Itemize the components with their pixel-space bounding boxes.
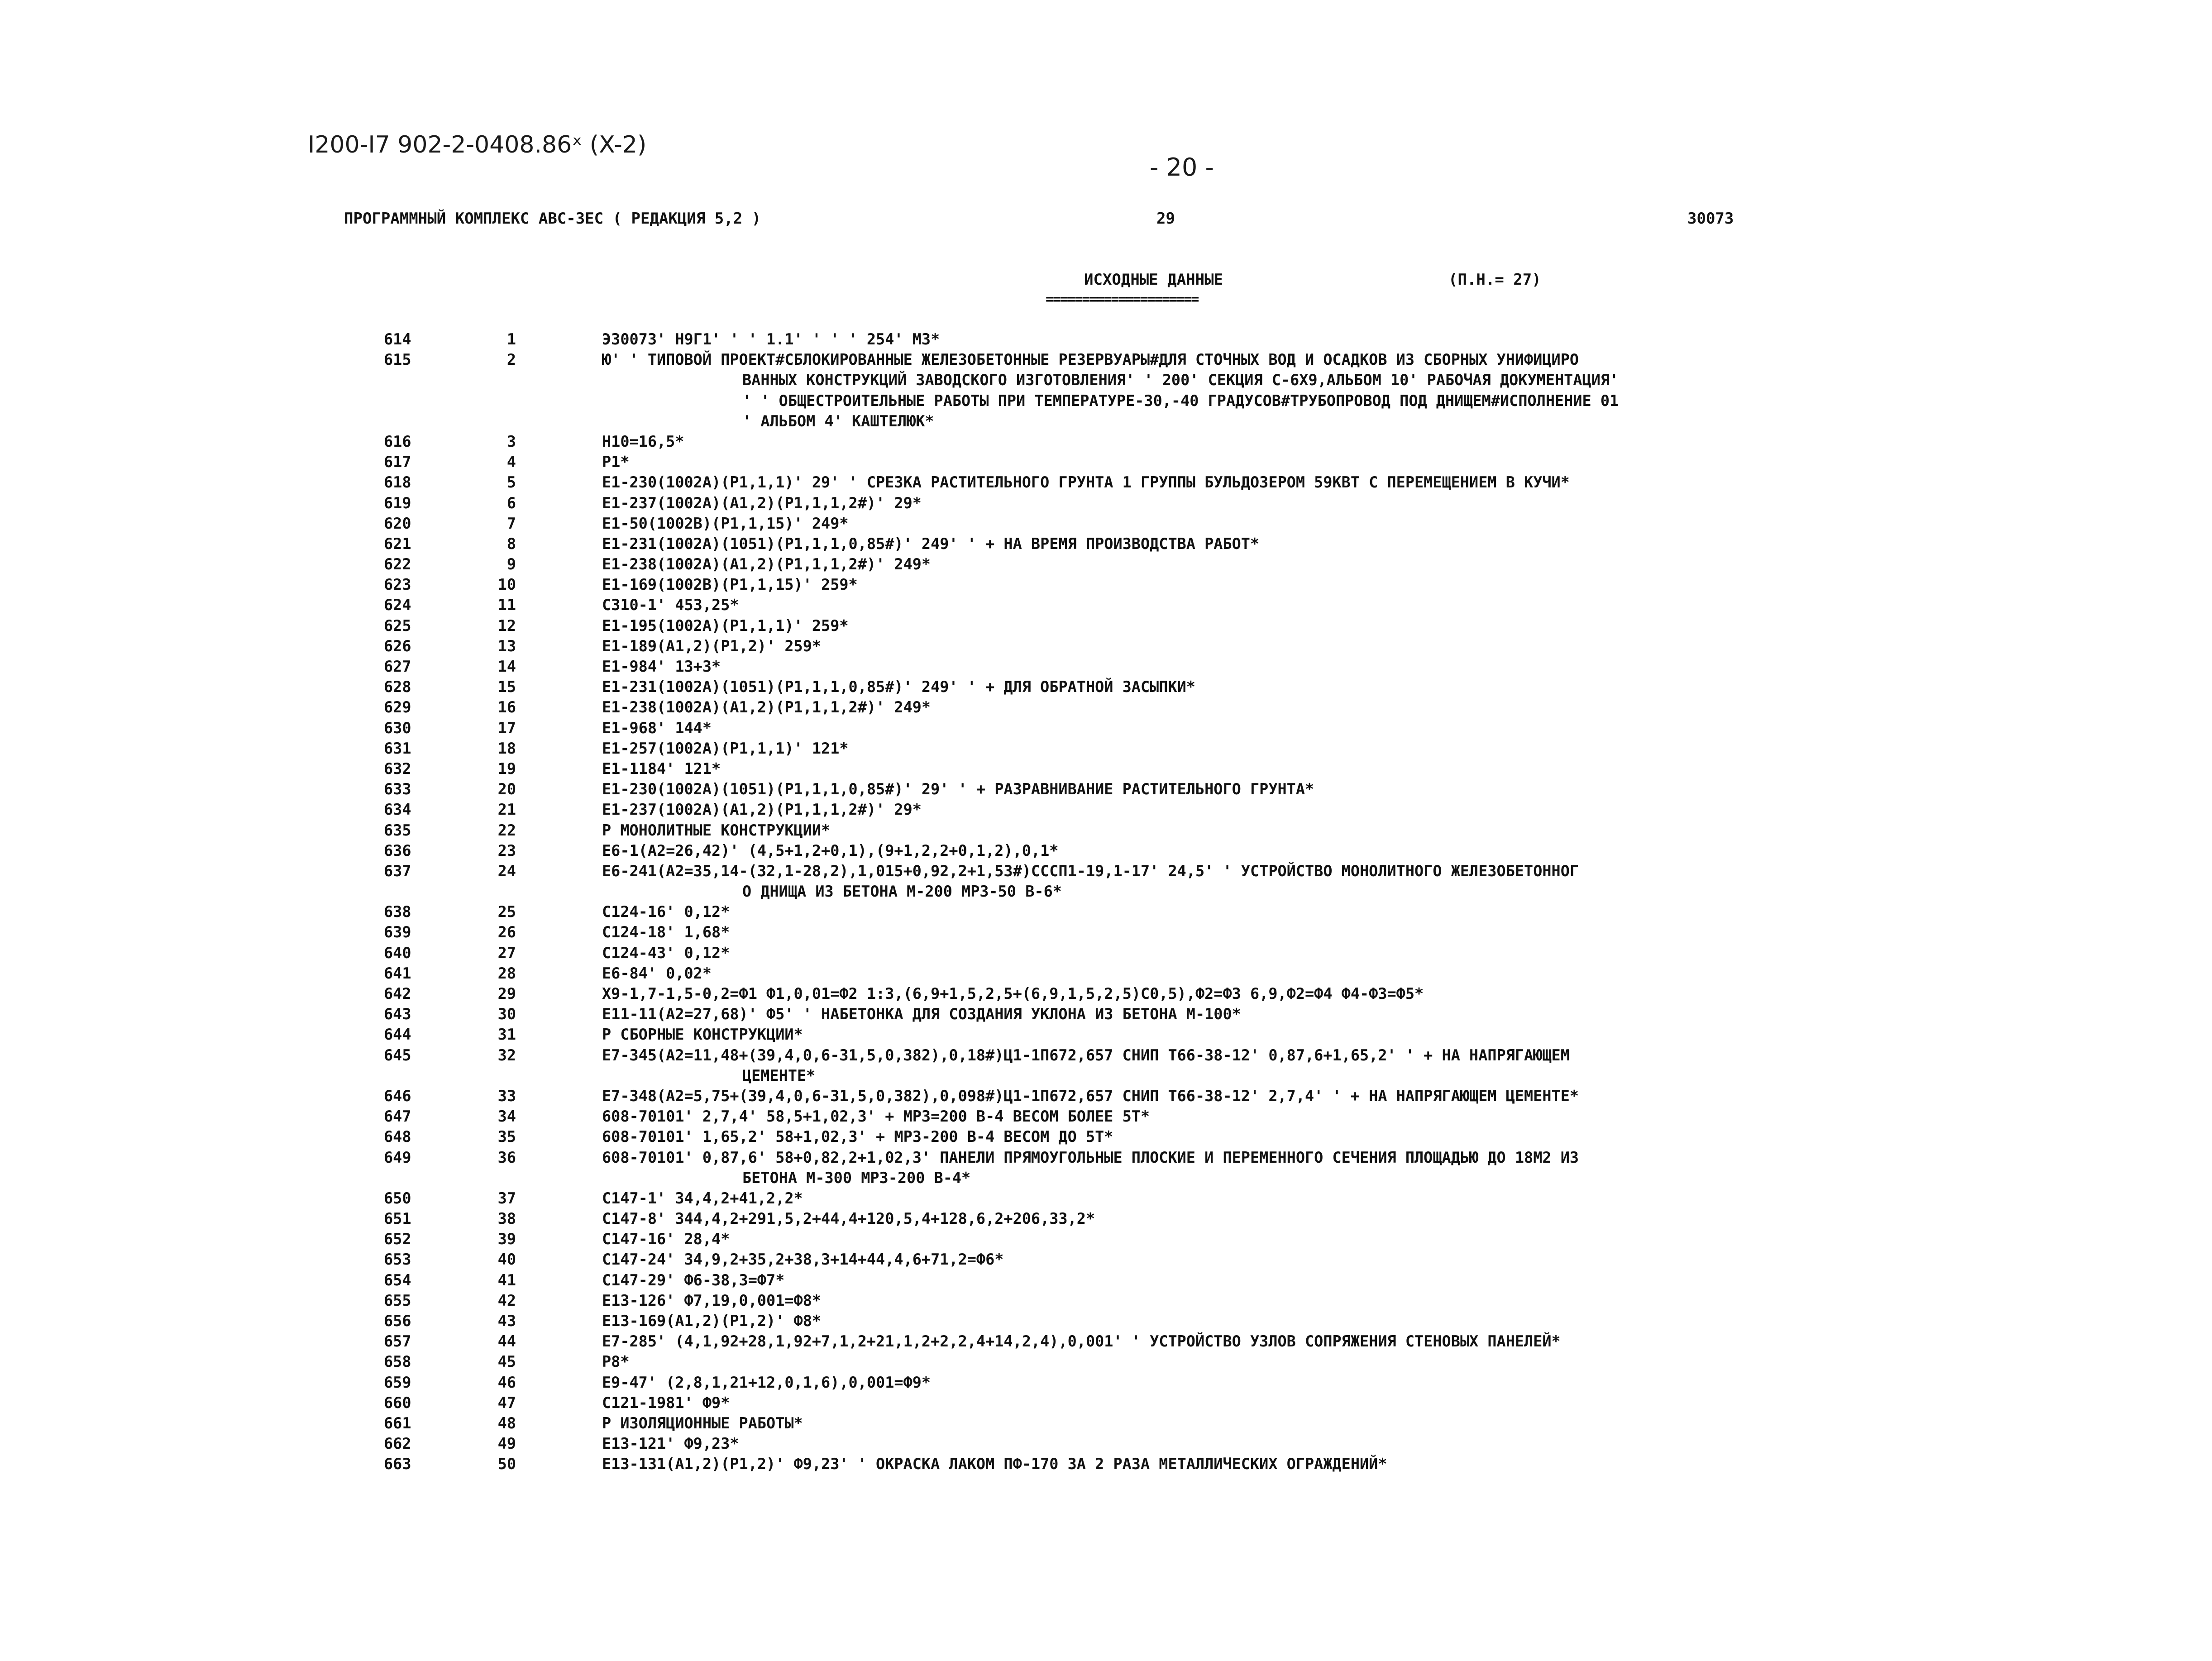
row-text: Е13-121' Ф9,23* bbox=[602, 1435, 739, 1453]
listing-row bbox=[0, 963, 2212, 983]
row-index: 13 bbox=[497, 637, 516, 655]
row-number: 637 bbox=[384, 862, 411, 880]
listing-row bbox=[0, 595, 2212, 615]
row-number: 649 bbox=[384, 1148, 411, 1166]
row-index: 21 bbox=[497, 801, 516, 819]
row-index: 50 bbox=[497, 1455, 516, 1473]
row-number: 626 bbox=[384, 637, 411, 655]
row-text: Х9-1,7-1,5-0,2=Ф1 Ф1,0,01=Ф2 1:3,(6,9+1,5,2,5+(6,9,1,5,2,5)С0,5),Ф2=Ф3 6,9,Ф2=Ф4 Ф4-Ф3=Ф5* bbox=[602, 985, 1424, 1002]
listing-row bbox=[0, 329, 2212, 349]
row-text: С147-16' 28,4* bbox=[602, 1230, 730, 1248]
row-continuation-text: БЕТОНА М-300 МРЗ-200 В-4* bbox=[742, 1169, 971, 1187]
row-number: 652 bbox=[384, 1230, 411, 1248]
row-text: Е13-169(А1,2)(Р1,2)' Ф8* bbox=[602, 1312, 822, 1330]
row-text: Р МОНОЛИТНЫЕ КОНСТРУКЦИИ* bbox=[602, 821, 831, 839]
row-text: С147-8' 344,4,2+291,5,2+44,4+120,5,4+128,6,2+206,33,2* bbox=[602, 1210, 1095, 1228]
listing-row bbox=[0, 1045, 2212, 1065]
row-text: С124-18' 1,68* bbox=[602, 923, 730, 941]
row-index: 42 bbox=[497, 1291, 516, 1309]
row-index: 40 bbox=[497, 1251, 516, 1269]
listing-row bbox=[0, 1393, 2212, 1413]
row-text: С121-1981' Ф9* bbox=[602, 1394, 730, 1412]
row-number: 656 bbox=[384, 1312, 411, 1330]
listing-row bbox=[0, 820, 2212, 840]
listing-row bbox=[0, 349, 2212, 370]
listing-row bbox=[0, 534, 2212, 554]
row-text: Е1-169(1002В)(Р1,1,15)' 259* bbox=[602, 576, 858, 594]
row-index: 7 bbox=[506, 514, 516, 532]
header-number: 30073 bbox=[1687, 210, 1734, 228]
row-index: 16 bbox=[497, 698, 516, 716]
listing-row bbox=[0, 656, 2212, 677]
row-number: 650 bbox=[384, 1189, 411, 1207]
listing-row bbox=[0, 1311, 2212, 1331]
row-text: С147-24' 34,9,2+35,2+38,3+14+44,4,6+71,2=Ф6* bbox=[602, 1251, 1004, 1269]
row-continuation-text: ЦЕМЕНТЕ* bbox=[742, 1066, 816, 1084]
row-text: Р1* bbox=[602, 453, 630, 471]
row-continuation-text: ' ' ОБЩЕСТРОИТЕЛЬНЫЕ РАБОТЫ ПРИ ТЕМПЕРАТУРЕ-30,-40 ГРАДУСОВ#ТРУБОПРОВОД ПОД ДНИЩЕМ#ИСПОЛНЕНИЕ 01 bbox=[742, 391, 1619, 410]
row-number: 642 bbox=[384, 985, 411, 1002]
row-text: Е1-237(1002А)(А1,2)(Р1,1,1,2#)' 29* bbox=[602, 801, 922, 819]
row-index: 19 bbox=[497, 759, 516, 778]
row-number: 624 bbox=[384, 596, 411, 614]
row-index: 17 bbox=[497, 719, 516, 737]
row-index: 3 bbox=[506, 432, 516, 450]
row-number: 651 bbox=[384, 1210, 411, 1228]
row-number: 620 bbox=[384, 514, 411, 532]
row-text: Е7-348(А2=5,75+(39,4,0,6-31,5,0,382),0,098#)Ц1-1П672,657 СНИП Т66-38-12' 2,7,4' ' + НА НАПРЯГАЮЩЕМ ЦЕМЕНТЕ* bbox=[602, 1087, 1579, 1105]
row-text: Е6-241(А2=35,14-(32,1-28,2),1,015+0,92,2+1,53#)СССП1-19,1-17' 24,5' ' УСТРОЙСТВО МОНОЛИТНОГО ЖЕЛЕЗОБЕТОННОГ bbox=[602, 862, 1579, 880]
row-index: 36 bbox=[497, 1148, 516, 1166]
row-text: Е1-231(1002А)(1051)(Р1,1,1,0,85#)' 249' ' + ДЛЯ ОБРАТНОЙ ЗАСЫПКИ* bbox=[602, 678, 1195, 696]
listing-row bbox=[0, 616, 2212, 636]
listing-row bbox=[0, 1433, 2212, 1454]
listing-row bbox=[0, 1147, 2212, 1168]
row-number: 636 bbox=[384, 841, 411, 859]
row-text: Е1-231(1002А)(1051)(Р1,1,1,0,85#)' 249' ' + НА ВРЕМЯ ПРОИЗВОДСТВА РАБОТ* bbox=[602, 535, 1260, 553]
row-index: 47 bbox=[497, 1394, 516, 1412]
program-header: ПРОГРАММНЫЙ КОМПЛЕКС АВС-3ЕС ( РЕДАКЦИЯ 5,2 ) bbox=[344, 210, 761, 228]
listing-row bbox=[0, 1331, 2212, 1351]
listing-row bbox=[0, 983, 2212, 1004]
row-number: 646 bbox=[384, 1087, 411, 1105]
row-index: 4 bbox=[506, 453, 516, 471]
row-text: Е1-257(1002А)(Р1,1,1)' 121* bbox=[602, 739, 849, 757]
row-text: Е7-285' (4,1,92+28,1,92+7,1,2+21,1,2+2,2,4+14,2,4),0,001' ' УСТРОЙСТВО УЗЛОВ СОПРЯЖЕНИЯ СТЕНОВЫХ ПАНЕЛЕЙ* bbox=[602, 1332, 1561, 1351]
row-index: 29 bbox=[497, 985, 516, 1002]
listing-row bbox=[0, 1290, 2212, 1311]
row-number: 655 bbox=[384, 1291, 411, 1309]
row-text: Е1-195(1002А)(Р1,1,1)' 259* bbox=[602, 616, 849, 635]
row-index: 32 bbox=[497, 1046, 516, 1064]
row-text: С124-43' 0,12* bbox=[602, 944, 730, 962]
row-continuation-text: О ДНИЩА ИЗ БЕТОНА М-200 МРЗ-50 В-6* bbox=[742, 883, 1062, 901]
listing-row bbox=[0, 513, 2212, 534]
page-number: - 20 - bbox=[1150, 153, 1214, 181]
row-number: 645 bbox=[384, 1046, 411, 1064]
row-index: 35 bbox=[497, 1128, 516, 1146]
listing-row bbox=[0, 636, 2212, 656]
listing-row bbox=[0, 574, 2212, 595]
row-index: 41 bbox=[497, 1271, 516, 1289]
listing-row bbox=[0, 861, 2212, 881]
listing-row bbox=[0, 881, 2212, 902]
row-text: Е13-126' Ф7,19,0,001=Ф8* bbox=[602, 1291, 822, 1309]
row-index: 48 bbox=[497, 1414, 516, 1432]
listing-row bbox=[0, 677, 2212, 697]
row-number: 627 bbox=[384, 658, 411, 675]
listing-row bbox=[0, 1024, 2212, 1045]
row-number: 634 bbox=[384, 801, 411, 819]
row-index: 2 bbox=[506, 351, 516, 369]
row-text: Р8* bbox=[602, 1353, 630, 1371]
row-number: 653 bbox=[384, 1251, 411, 1269]
listing-row bbox=[0, 493, 2212, 513]
document-stamp: I200-I7 902-2-0408.86ˣ (X-2) bbox=[308, 131, 647, 158]
listing-row bbox=[0, 1208, 2212, 1229]
listing-row bbox=[0, 411, 2212, 431]
row-index: 26 bbox=[497, 923, 516, 941]
listing-row bbox=[0, 840, 2212, 861]
row-number: 644 bbox=[384, 1026, 411, 1044]
row-index: 34 bbox=[497, 1107, 516, 1126]
row-number: 662 bbox=[384, 1435, 411, 1453]
row-text: Е1-230(1002А)(1051)(Р1,1,1,0,85#)' 29' ' + РАЗРАВНИВАНИЕ РАСТИТЕЛЬНОГО ГРУНТА* bbox=[602, 780, 1314, 798]
row-index: 24 bbox=[497, 862, 516, 880]
row-number: 663 bbox=[384, 1455, 411, 1473]
row-text: Е1-238(1002А)(А1,2)(Р1,1,1,2#)' 249* bbox=[602, 698, 931, 716]
row-number: 618 bbox=[384, 473, 411, 492]
row-text: Е1-1184' 121* bbox=[602, 759, 721, 778]
row-index: 1 bbox=[506, 330, 516, 348]
row-text: Е13-131(А1,2)(Р1,2)' Ф9,23' ' ОКРАСКА ЛАКОМ ПФ-170 ЗА 2 РАЗА МЕТАЛЛИЧЕСКИХ ОГРАЖДЕНИЙ* bbox=[602, 1455, 1387, 1473]
row-number: 629 bbox=[384, 698, 411, 716]
listing-row bbox=[0, 554, 2212, 574]
row-index: 45 bbox=[497, 1353, 516, 1371]
row-text: Е7-345(А2=11,48+(39,4,0,6-31,5,0,382),0,18#)Ц1-1П672,657 СНИП Т66-38-12' 0,87,6+1,65,2' ' + НА НАПРЯГАЮЩЕМ bbox=[602, 1046, 1570, 1064]
row-index: 49 bbox=[497, 1435, 516, 1453]
row-number: 632 bbox=[384, 759, 411, 778]
row-index: 44 bbox=[497, 1332, 516, 1351]
row-text: Е11-11(А2=27,68)' Ф5' ' НАБЕТОНКА ДЛЯ СОЗДАНИЯ УКЛОНА ИЗ БЕТОНА М-100* bbox=[602, 1005, 1241, 1023]
listing-row bbox=[0, 902, 2212, 922]
listing-row bbox=[0, 738, 2212, 759]
row-number: 614 bbox=[384, 330, 411, 348]
row-text: Е1-230(1002А)(Р1,1,1)' 29' ' СРЕЗКА РАСТИТЕЛЬНОГО ГРУНТА 1 ГРУППЫ БУЛЬДОЗЕРОМ 59КВТ С ПЕРЕМЕЩЕНИЕМ В КУЧИ* bbox=[602, 473, 1570, 492]
row-number: 635 bbox=[384, 821, 411, 839]
section-title: ИСХОДНЫЕ ДАННЫЕ bbox=[1084, 271, 1223, 289]
row-text: 608-70101' 2,7,4' 58,5+1,02,3' + МРЗ=200 В-4 ВЕСОМ БОЛЕЕ 5Т* bbox=[602, 1107, 1150, 1126]
row-index: 28 bbox=[497, 964, 516, 982]
listing-row bbox=[0, 799, 2212, 820]
listing-row bbox=[0, 1106, 2212, 1126]
row-text: Е1-984' 13+3* bbox=[602, 658, 721, 675]
listing-row bbox=[0, 1126, 2212, 1147]
row-number: 617 bbox=[384, 453, 411, 471]
row-text: Е6-1(А2=26,42)' (4,5+1,2+0,1),(9+1,2,2+0,1,2),0,1* bbox=[602, 841, 1059, 859]
listing-row bbox=[0, 1351, 2212, 1372]
row-number: 641 bbox=[384, 964, 411, 982]
row-number: 619 bbox=[384, 494, 411, 512]
row-continuation-text: ' АЛЬБОМ 4' КАШТЕЛЮК* bbox=[742, 412, 934, 430]
row-index: 22 bbox=[497, 821, 516, 839]
row-number: 623 bbox=[384, 576, 411, 594]
listing-row bbox=[0, 431, 2212, 452]
listing-row bbox=[0, 391, 2212, 411]
row-index: 46 bbox=[497, 1373, 516, 1391]
row-number: 625 bbox=[384, 616, 411, 635]
row-index: 23 bbox=[497, 841, 516, 859]
listing-row bbox=[0, 1270, 2212, 1290]
listing-row bbox=[0, 1372, 2212, 1393]
listing-row bbox=[0, 1188, 2212, 1208]
listing-row bbox=[0, 718, 2212, 738]
row-text: Е1-238(1002А)(А1,2)(Р1,1,1,2#)' 249* bbox=[602, 555, 931, 573]
listing-row bbox=[0, 472, 2212, 492]
row-index: 5 bbox=[506, 473, 516, 492]
listing-row bbox=[0, 1454, 2212, 1474]
listing-row bbox=[0, 697, 2212, 717]
row-text: 608-70101' 1,65,2' 58+1,02,3' + МРЗ-200 В-4 ВЕСОМ ДО 5Т* bbox=[602, 1128, 1113, 1146]
pn-label: (П.Н.= 27) bbox=[1448, 271, 1541, 289]
row-text: Е1-50(1002В)(Р1,1,15)' 249* bbox=[602, 514, 849, 532]
row-index: 15 bbox=[497, 678, 516, 696]
row-index: 43 bbox=[497, 1312, 516, 1330]
listing-row bbox=[0, 452, 2212, 472]
row-text: Р ИЗОЛЯЦИОННЫЕ РАБОТЫ* bbox=[602, 1414, 803, 1432]
row-index: 14 bbox=[497, 658, 516, 675]
row-text: С147-1' 34,4,2+41,2,2* bbox=[602, 1189, 803, 1207]
row-text: Н10=16,5* bbox=[602, 432, 684, 450]
listing-row bbox=[0, 1065, 2212, 1086]
row-index: 31 bbox=[497, 1026, 516, 1044]
row-text: Э30073' Н9Г1' ' ' 1.1' ' ' ' 254' М3* bbox=[602, 330, 940, 348]
row-index: 20 bbox=[497, 780, 516, 798]
row-number: 631 bbox=[384, 739, 411, 757]
row-number: 633 bbox=[384, 780, 411, 798]
row-index: 37 bbox=[497, 1189, 516, 1207]
row-number: 638 bbox=[384, 903, 411, 921]
row-index: 9 bbox=[506, 555, 516, 573]
row-number: 616 bbox=[384, 432, 411, 450]
row-text: Е1-237(1002А)(А1,2)(Р1,1,1,2#)' 29* bbox=[602, 494, 922, 512]
row-number: 615 bbox=[384, 351, 411, 369]
row-number: 628 bbox=[384, 678, 411, 696]
data-listing bbox=[0, 329, 2212, 1475]
row-index: 11 bbox=[497, 596, 516, 614]
row-number: 640 bbox=[384, 944, 411, 962]
listing-row bbox=[0, 1004, 2212, 1024]
listing-row bbox=[0, 922, 2212, 942]
header-code: 29 bbox=[1156, 210, 1175, 228]
listing-row bbox=[0, 1168, 2212, 1188]
row-index: 30 bbox=[497, 1005, 516, 1023]
row-index: 18 bbox=[497, 739, 516, 757]
listing-row bbox=[0, 1229, 2212, 1249]
row-text: Р СБОРНЫЕ КОНСТРУКЦИИ* bbox=[602, 1026, 803, 1044]
row-continuation-text: ВАННЫХ КОНСТРУКЦИЙ ЗАВОДСКОГО ИЗГОТОВЛЕНИЯ' ' 200' СЕКЦИЯ С-6Х9,АЛЬБОМ 10' РАБОЧАЯ ДОКУМЕНТАЦИЯ' bbox=[742, 371, 1619, 389]
row-number: 621 bbox=[384, 535, 411, 553]
row-number: 654 bbox=[384, 1271, 411, 1289]
row-number: 622 bbox=[384, 555, 411, 573]
row-text: С147-29' Ф6-38,3=Ф7* bbox=[602, 1271, 785, 1289]
listing-row bbox=[0, 943, 2212, 963]
row-index: 10 bbox=[497, 576, 516, 594]
listing-row bbox=[0, 1086, 2212, 1106]
row-index: 8 bbox=[506, 535, 516, 553]
row-number: 630 bbox=[384, 719, 411, 737]
row-index: 6 bbox=[506, 494, 516, 512]
row-text: С124-16' 0,12* bbox=[602, 903, 730, 921]
row-index: 12 bbox=[497, 616, 516, 635]
listing-row bbox=[0, 759, 2212, 779]
row-text: Е9-47' (2,8,1,21+12,0,1,6),0,001=Ф9* bbox=[602, 1373, 931, 1391]
row-number: 660 bbox=[384, 1394, 411, 1412]
row-index: 27 bbox=[497, 944, 516, 962]
row-index: 38 bbox=[497, 1210, 516, 1228]
row-number: 648 bbox=[384, 1128, 411, 1146]
row-text: Е6-84' 0,02* bbox=[602, 964, 712, 982]
row-text: 608-70101' 0,87,6' 58+0,82,2+1,02,3' ПАНЕЛИ ПРЯМОУГОЛЬНЫЕ ПЛОСКИЕ И ПЕРЕМЕННОГО СЕЧЕНИЯ ПЛОЩАДЬЮ ДО 18М2 ИЗ bbox=[602, 1148, 1579, 1166]
row-text: С310-1' 453,25* bbox=[602, 596, 739, 614]
row-number: 643 bbox=[384, 1005, 411, 1023]
row-number: 647 bbox=[384, 1107, 411, 1126]
listing-row bbox=[0, 1249, 2212, 1270]
row-text: Е1-189(А1,2)(Р1,2)' 259* bbox=[602, 637, 822, 655]
row-text: Ю' ' ТИПОВОЙ ПРОЕКТ#СБЛОКИРОВАННЫЕ ЖЕЛЕЗОБЕТОННЫЕ РЕЗЕРВУАРЫ#ДЛЯ СТОЧНЫХ ВОД И ОСАДКОВ ИЗ СБОРНЫХ УНИФИЦИРО bbox=[602, 351, 1579, 369]
row-number: 657 bbox=[384, 1332, 411, 1351]
row-index: 33 bbox=[497, 1087, 516, 1105]
row-number: 661 bbox=[384, 1414, 411, 1432]
row-number: 659 bbox=[384, 1373, 411, 1391]
row-index: 39 bbox=[497, 1230, 516, 1248]
row-number: 639 bbox=[384, 923, 411, 941]
row-index: 25 bbox=[497, 903, 516, 921]
listing-row bbox=[0, 370, 2212, 390]
title-underline: ===================== bbox=[1046, 291, 1199, 307]
listing-row bbox=[0, 1413, 2212, 1433]
row-number: 658 bbox=[384, 1353, 411, 1371]
row-text: Е1-968' 144* bbox=[602, 719, 712, 737]
listing-row bbox=[0, 779, 2212, 799]
